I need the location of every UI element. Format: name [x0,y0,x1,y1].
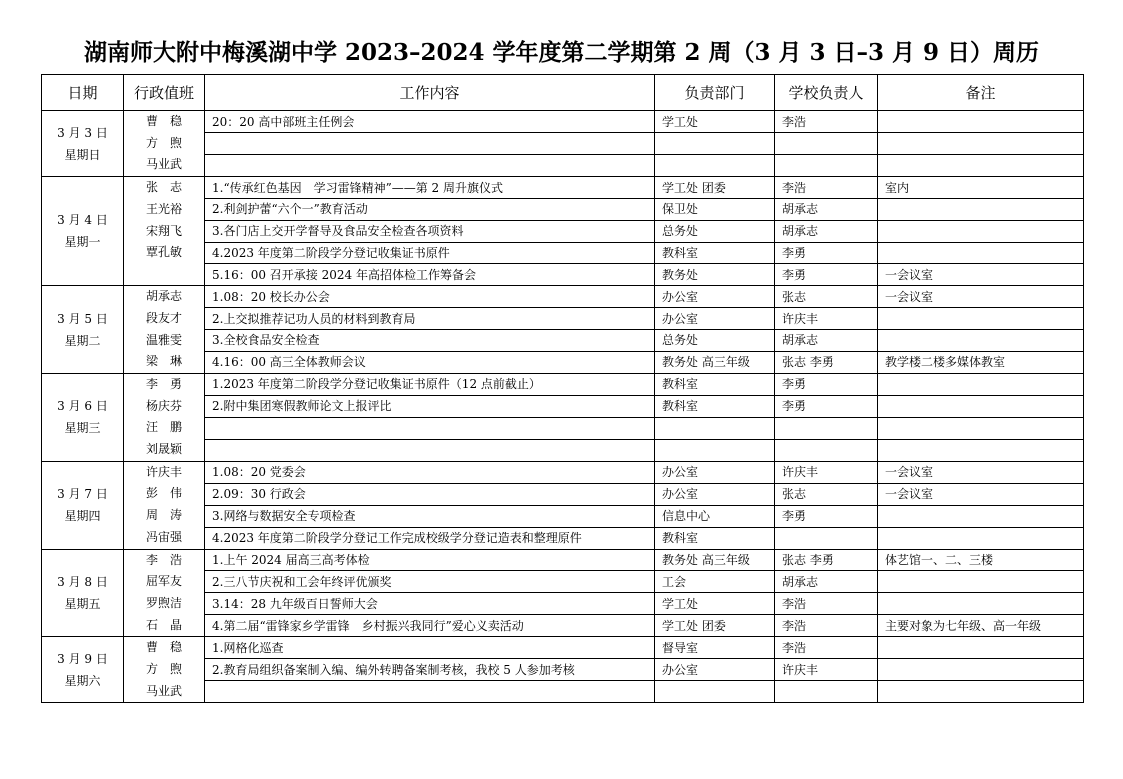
dept-cell: 学工处 [655,111,775,133]
work-content-cell: 3.全校食品安全检查 [205,330,655,352]
table-header-row [42,75,1084,111]
table-row [42,177,1084,199]
table-row [42,286,1084,308]
duty-staff-name: 温雅雯 [145,332,182,347]
dept-cell [655,681,775,703]
work-content-cell [205,681,655,703]
leader-cell [775,417,878,439]
work-content-cell: 2.09：30 行政会 [205,483,655,505]
note-cell: 一会议室 [878,483,1084,505]
duty-staff-name: 方 煦 [145,662,182,677]
leader-cell: 胡承志 [775,198,878,220]
weekday-text: 星期日 [64,147,101,162]
dept-cell: 办公室 [655,659,775,681]
dept-cell: 学工处 团委 [655,615,775,637]
dept-cell: 教科室 [655,527,775,549]
duty-staff-name: 屈军友 [145,574,182,589]
dept-cell: 督导室 [655,637,775,659]
leader-cell [775,439,878,461]
note-cell [878,242,1084,264]
note-cell: 一会议室 [878,461,1084,483]
work-content-cell [205,155,655,177]
duty-staff-name: 李 勇 [145,376,182,391]
dept-cell [655,133,775,155]
dept-cell [655,417,775,439]
table-row [42,461,1084,483]
note-cell [878,308,1084,330]
date-text: 3 月 4 日 [57,213,108,228]
duty-staff-name: 宋翔飞 [145,223,182,238]
dept-cell: 保卫处 [655,198,775,220]
table-row [42,637,1084,659]
date-cell [42,549,124,637]
work-content-cell: 1.08：20 校长办公会 [205,286,655,308]
duty-staff-name: 王光裕 [145,201,182,216]
header-note: 备注 [878,75,1084,111]
schedule-body [42,111,1084,703]
weekday-text: 星期一 [64,235,101,250]
duty-staff-name: 许庆丰 [145,464,182,479]
leader-cell: 李浩 [775,111,878,133]
duty-staff-cell [124,373,205,461]
work-content-cell: 1.上午 2024 届高三高考体检 [205,549,655,571]
weekday-text: 星期六 [64,673,101,688]
duty-staff-cell [124,637,205,703]
dept-cell: 学工处 团委 [655,177,775,199]
note-cell [878,220,1084,242]
leader-cell [775,681,878,703]
table-row [42,549,1084,571]
note-cell [878,527,1084,549]
work-content-cell: 2.附中集团寒假教师论文上报评比 [205,395,655,417]
duty-staff-name: 冯宙强 [145,529,182,544]
note-cell [878,373,1084,395]
duty-staff-name: 曹 稳 [145,640,182,655]
page-title: 湖南师大附中梅溪湖中学 2023–2024 学年度第二学期第 2 周（3 月 3 日–3 月 9 日）周历 [83,39,1040,66]
duty-staff-name: 石 晶 [145,617,182,632]
work-content-cell: 3.14：28 九年级百日誓师大会 [205,593,655,615]
leader-cell: 胡承志 [775,571,878,593]
duty-staff-cell [124,111,205,177]
date-cell [42,373,124,461]
leader-cell: 张志 李勇 [775,549,878,571]
leader-cell: 李勇 [775,242,878,264]
duty-staff-name: 段友才 [145,310,182,325]
dept-cell: 办公室 [655,483,775,505]
work-content-cell: 1.“传承红色基因 学习雷锋精神”——第 2 周升旗仪式 [205,177,655,199]
leader-cell: 张志 李勇 [775,351,878,373]
work-content-cell: 20：20 高中部班主任例会 [205,111,655,133]
duty-staff-name: 马业武 [145,683,182,698]
leader-cell: 李浩 [775,615,878,637]
duty-staff-name: 汪 鹏 [145,420,182,435]
date-text: 3 月 8 日 [57,574,108,589]
duty-staff-name: 胡承志 [145,289,182,304]
work-content-cell: 3.各门店上交开学督导及食品安全检查各项资料 [205,220,655,242]
date-cell [42,111,124,177]
date-cell [42,177,124,286]
duty-staff-name: 梁 琳 [145,354,182,369]
dept-cell [655,155,775,177]
note-cell [878,593,1084,615]
duty-staff-name: 彭 伟 [145,486,182,501]
date-text: 3 月 9 日 [57,651,108,666]
note-cell [878,198,1084,220]
duty-staff-cell [124,461,205,549]
work-content-cell: 4.第二届“雷锋家乡学雷锋 乡村振兴我同行”爱心义卖活动 [205,615,655,637]
header-date: 日期 [42,75,124,111]
header-content: 工作内容 [205,75,655,111]
duty-staff-name: 杨庆芬 [145,398,182,413]
dept-cell: 教务处 高三年级 [655,549,775,571]
duty-staff-cell [124,177,205,286]
dept-cell: 教科室 [655,373,775,395]
table-row [42,373,1084,395]
duty-staff-name: 周 涛 [145,508,182,523]
work-content-cell: 4.2023 年度第二阶段学分登记收集证书原件 [205,242,655,264]
dept-cell [655,439,775,461]
dept-cell: 教务处 [655,264,775,286]
note-cell: 室内 [878,177,1084,199]
note-cell [878,330,1084,352]
date-text: 3 月 5 日 [57,311,108,326]
note-cell [878,439,1084,461]
duty-staff-name: 罗煦洁 [145,595,182,610]
date-cell [42,286,124,374]
leader-cell: 李勇 [775,373,878,395]
leader-cell: 胡承志 [775,330,878,352]
weekday-text: 星期二 [64,333,101,348]
note-cell [878,155,1084,177]
dept-cell: 学工处 [655,593,775,615]
dept-cell: 总务处 [655,220,775,242]
date-text: 3 月 6 日 [57,399,108,414]
leader-cell [775,133,878,155]
work-content-cell: 1.08：20 党委会 [205,461,655,483]
leader-cell: 胡承志 [775,220,878,242]
duty-staff-cell [124,549,205,637]
duty-staff-name: 方 煦 [145,135,182,150]
leader-cell: 李浩 [775,593,878,615]
duty-staff-name: 马业武 [145,157,182,172]
note-cell [878,637,1084,659]
weekly-schedule-table [41,74,1084,703]
work-content-cell [205,133,655,155]
duty-staff-name: 李 浩 [145,552,182,567]
leader-cell: 张志 [775,483,878,505]
leader-cell: 李勇 [775,505,878,527]
leader-cell: 李浩 [775,637,878,659]
work-content-cell: 2.教育局组织备案制入编、编外转聘备案制考核，我校 5 人参加考核 [205,659,655,681]
leader-cell [775,155,878,177]
duty-staff-name: 曹 稳 [145,114,182,128]
duty-staff-cell [124,286,205,374]
dept-cell: 办公室 [655,308,775,330]
note-cell [878,659,1084,681]
date-text: 3 月 3 日 [57,125,108,140]
dept-cell: 教科室 [655,242,775,264]
weekday-text: 星期五 [64,596,101,611]
work-content-cell: 1.2023 年度第二阶段学分登记收集证书原件（12 点前截止） [205,373,655,395]
dept-cell: 总务处 [655,330,775,352]
note-cell: 一会议室 [878,286,1084,308]
work-content-cell: 3.网络与数据安全专项检查 [205,505,655,527]
dept-cell: 办公室 [655,286,775,308]
dept-cell: 工会 [655,571,775,593]
weekday-text: 星期三 [64,421,101,436]
dept-cell: 教务处 高三年级 [655,351,775,373]
note-cell [878,417,1084,439]
work-content-cell: 2.三八节庆祝和工会年终评优颁奖 [205,571,655,593]
duty-staff-name: 刘晟颖 [145,442,182,457]
table-row [42,111,1084,133]
date-text: 3 月 7 日 [57,487,108,502]
dept-cell: 办公室 [655,461,775,483]
work-content-cell: 2.上交拟推荐记功人员的材料到教育局 [205,308,655,330]
work-content-cell: 5.16：00 召开承接 2024 年高招体检工作筹备会 [205,264,655,286]
note-cell [878,133,1084,155]
work-content-cell: 1.网格化巡查 [205,637,655,659]
note-cell: 教学楼二楼多媒体教室 [878,351,1084,373]
leader-cell: 许庆丰 [775,461,878,483]
weekday-text: 星期四 [64,509,101,524]
leader-cell: 许庆丰 [775,308,878,330]
work-content-cell: 4.16：00 高三全体教师会议 [205,351,655,373]
leader-cell: 李浩 [775,177,878,199]
note-cell [878,571,1084,593]
header-dept: 负责部门 [655,75,775,111]
leader-cell: 许庆丰 [775,659,878,681]
note-cell: 一会议室 [878,264,1084,286]
leader-cell: 张志 [775,286,878,308]
note-cell: 主要对象为七年级、高一年级 [878,615,1084,637]
work-content-cell: 2.利剑护蕾“六个一”教育活动 [205,198,655,220]
work-content-cell: 4.2023 年度第二阶段学分登记工作完成校级学分登记造表和整理原件 [205,527,655,549]
duty-staff-name: 覃孔敏 [145,245,182,260]
duty-staff-name: 张 志 [145,180,182,195]
date-cell [42,637,124,703]
work-content-cell [205,417,655,439]
dept-cell: 教科室 [655,395,775,417]
work-content-cell [205,439,655,461]
note-cell: 体艺馆一、二、三楼 [878,549,1084,571]
leader-cell: 李勇 [775,264,878,286]
note-cell [878,395,1084,417]
note-cell [878,505,1084,527]
note-cell [878,111,1084,133]
header-staff: 行政值班 [124,75,205,111]
dept-cell: 信息中心 [655,505,775,527]
date-cell [42,461,124,549]
leader-cell [775,527,878,549]
note-cell [878,681,1084,703]
leader-cell: 李勇 [775,395,878,417]
header-leader: 学校负责人 [775,75,878,111]
